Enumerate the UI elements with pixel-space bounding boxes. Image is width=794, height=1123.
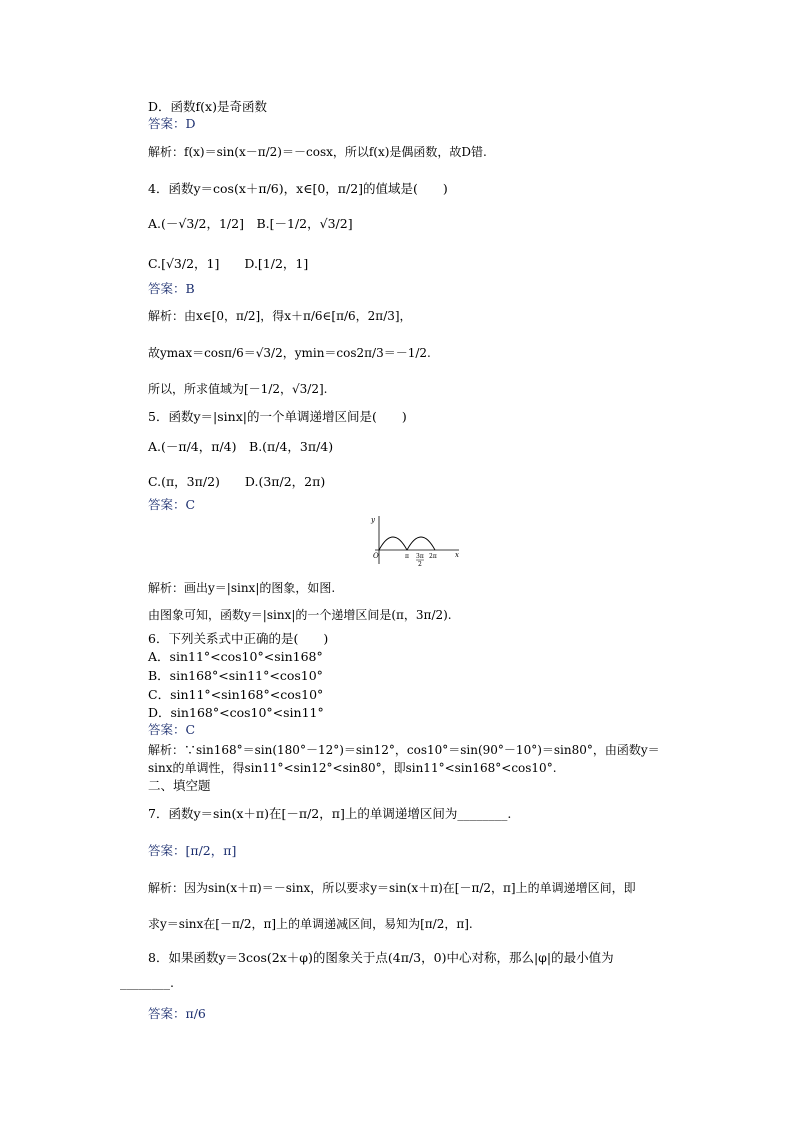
option-d-q6: D．sin168°<cos10°<sin11° (148, 705, 324, 720)
pi-tick-label: π (405, 553, 409, 560)
answer-q4: 答案：B (148, 281, 195, 296)
solution-q4-line3: 所以，所求值域为[－1/2，√3/2]. (148, 382, 328, 396)
three-pi-tick-den: 2 (418, 561, 422, 568)
solution-q7-line2: 求y＝sinx在[－π/2，π]上的单调递减区间，易知为[π/2，π]. (148, 917, 473, 931)
question-8-blank: ________. (120, 975, 174, 990)
two-pi-tick-label: 2π (429, 553, 437, 560)
answer-q8: 答案：π/6 (148, 1006, 206, 1021)
question-7: 7．函数y＝sin(x＋π)在[－π/2，π]上的单调递增区间为________. (148, 806, 512, 821)
options-ab-q5: A.(－π/4，π/4) B.(π/4，3π/4) (148, 439, 334, 454)
option-c-q6: C．sin11°<sin168°<cos10° (148, 687, 324, 702)
solution-q5-line2: 由图象可知，函数y＝|sinx|的一个递增区间是(π，3π/2). (148, 608, 452, 622)
answer-q7: 答案：[π/2，π] (148, 843, 237, 858)
solution-q4-line2: 故ymax＝cosπ/6＝√3/2，ymin＝cos2π/3＝－1/2. (148, 346, 431, 360)
solution-q4-line1: 解析：由x∈[0，π/2]，得x＋π/6∈[π/6，2π/3]， (148, 309, 412, 323)
section-heading-fill-in: 二、填空题 (148, 778, 211, 793)
question-8: 8．如果函数y＝3cos(2x＋φ)的图象关于点(4π/3，0)中心对称，那么|φ|的最小值为 (148, 950, 614, 965)
options-cd-q5: C.(π，3π/2) D.(3π/2，2π) (148, 474, 326, 489)
answer-q3: 答案：D (148, 116, 196, 131)
question-5: 5．函数y＝|sinx|的一个单调递增区间是( ) (148, 409, 407, 424)
option-d-q3: D．函数f(x)是奇函数 (148, 99, 267, 114)
solution-q3: 解析：f(x)＝sin(x－π/2)＝－cosx，所以f(x)是偶函数，故D错. (148, 145, 487, 159)
origin-label: O (373, 552, 379, 560)
solution-q6-line2: sinx的单调性，得sin11°<sin12°<sin80°，即sin11°<sin168°<cos10°. (148, 761, 557, 775)
options-ab-q4: A.(－√3/2，1/2] B.[－1/2，√3/2] (148, 216, 353, 231)
solution-q6-line1: 解析：∵sin168°＝sin(180°－12°)＝sin12°，cos10°＝sin(90°－10°)＝sin80°，由函数y＝ (148, 743, 660, 757)
option-a-q6: A．sin11°<cos10°<sin168° (148, 649, 323, 664)
curve-arch-1 (379, 537, 407, 550)
solution-q7-line1: 解析：因为sin(x＋π)＝－sinx，所以要求y＝sin(x＋π)在[－π/2，π]上的单调递增区间，即 (148, 881, 636, 895)
option-b-q6: B．sin168°<sin11°<cos10° (148, 668, 323, 683)
curve-arch-2 (407, 537, 435, 550)
y-axis-label: y (371, 516, 375, 524)
answer-q6: 答案：C (148, 722, 196, 737)
question-6: 6．下列关系式中正确的是( ) (148, 631, 329, 646)
x-axis-label: x (455, 551, 459, 559)
question-4: 4．函数y＝cos(x＋π/6)，x∈[0，π/2]的值域是( ) (148, 181, 448, 196)
answer-q5: 答案：C (148, 497, 196, 512)
solution-q5-line1: 解析：画出y＝|sinx|的图象，如图. (148, 581, 336, 595)
options-cd-q4: C.[√3/2，1] D.[1/2，1] (148, 256, 309, 271)
abs-sin-graph (365, 512, 467, 572)
three-pi-tick-label: 3π (416, 553, 424, 560)
